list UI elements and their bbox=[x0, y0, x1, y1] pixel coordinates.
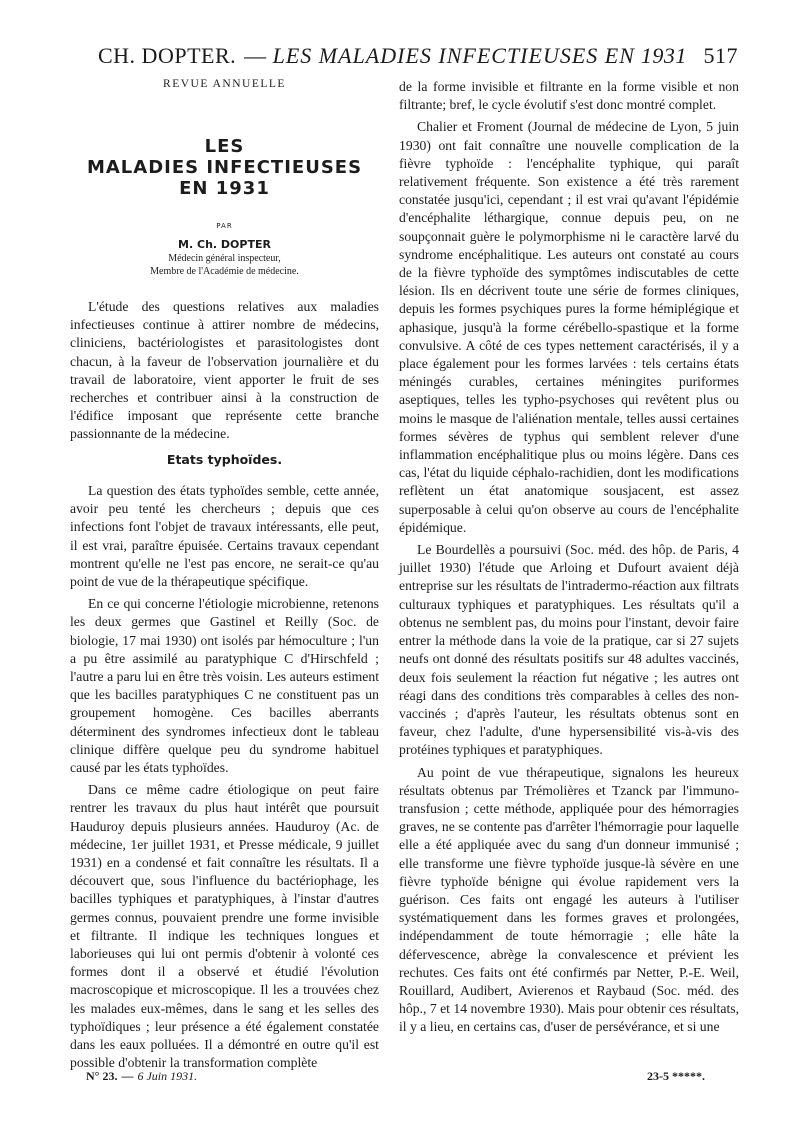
issue-number: N° 23. bbox=[86, 1069, 118, 1083]
footer-issue bbox=[86, 1069, 197, 1084]
header-author: CH. DOPTER. bbox=[98, 43, 237, 68]
header-title: LES MALADIES INFECTIEUSES EN bbox=[272, 43, 635, 68]
author-affiliation: Membre de l'Académie de médecine. bbox=[150, 266, 299, 277]
body-paragraph: La question des états typhoïdes semble, cette année, avoir peu tenté les chercheurs ; depuis que ces infections font l'objet de travaux intéressants, elle peut, il est vrai, paraître épuisée. Certains travaux cependant montrent qu'elle ne l'est pas encore, ne serait-ce qu'au point de vue de la thérapeutique spécifique. bbox=[70, 483, 379, 590]
continued-paragraph: de la forme invisible et filtrante en la forme visible et non filtrante; bref, le cycle évolutif s'est donc montré complet. bbox=[399, 79, 739, 113]
author-byline: M. Ch. DOPTER bbox=[178, 238, 271, 251]
body-paragraph: Chalier et Froment (Journal de médecine de Lyon, 5 juin 1930) ont fait connaître une nouvelle complication de la fièvre typhoïde : l'encéphalite typhique, qui paraît relativement fréquente. Son existence a été très rarement constatée jusqu'ici, cependant ; il est vrai qu'avant l'épidémie d'encéphalite léthargique, connue depuis peu, on ne soupçonnait guère le polymorphisme ni le caractère larvé du syndrome encéphalitique. Les auteurs ont constaté au cours de la fièvre typhoïde des symptômes indiscutables de cette lésion. Ils en décrivent toute une série de formes cliniques, depuis les formes psychiques pures la forme hémiplégique et aphasique, jusqu'à la forme cérébello-spastique et la forme convulsive. A côté de ces types nettement caractérisés, il y a place également pour les formes larvées : tels certains états méningés curables, certaines méningites puriformes aseptiques, telles les typho-psychoses qui revêtent plus ou moins le masque de l'aliénation mentale, telles aussi certaines formes sévères de typhus qui semblent relever d'une inflammation encéphalitique plus ou moins légère. Dans ces cas, l'état du liquide céphalo-rachidien, dont les modifications reflètent un état anatomique sousjacent, est assez superposable à celui qu'on observe au cours de l'encéphalite épidémique. bbox=[399, 119, 739, 535]
article-title-line: LES bbox=[204, 136, 245, 157]
intro-block bbox=[70, 298, 379, 444]
by-label: PAR bbox=[216, 222, 233, 230]
article-title-line: MALADIES INFECTIEUSES bbox=[86, 157, 363, 178]
footer-code: 23-5 *****. bbox=[647, 1069, 705, 1083]
body-paragraph: Au point de vue thérapeutique, signalons les heureux résultats obtenus par Trémolières et Tzanck par l'immuno-transfusion ; cette méthode, appliquée pour des hémorragies graves, ne se contente pas d'arrêter l'hémorragie pour laquelle elle a été appliquée avec du sang d'un donneur immunisé ; elle transforme une fièvre typhoïde jusque-là sévère en une fièvre typhoïde bénigne qui évolue rapidement vers la guérison. Ces faits ont engagé les auteurs à l'utiliser systématiquement dans les formes graves et prolongées, indépendamment de toute hémorragie ; elle hâte la défervescence, abrège la convalescence et prévient les rechutes. Ces faits ont été confirmés par Netter, P.-E. Weil, Rouillard, Audibert, Avierenos et Raybaud (Soc. méd. des hôp., 7 et 14 novembre 1930). Mais pour obtenir ces résultats, il y a lieu, en certains cas, d'user de persévérance, et si une bbox=[399, 764, 739, 1035]
section-heading: Etats typhoïdes. bbox=[166, 452, 283, 467]
page-number: 517 bbox=[703, 43, 738, 68]
body-paragraph: Le Bourdellès a poursuivi (Soc. méd. des hôp. de Paris, 4 juillet 1930) l'étude que Arloing et Dufourt avaient déjà entreprise sur les résultats de l'intradermo-réaction aux filtrats culturaux typhiques et paratyphiques. Les résultats qu'il a obtenus ne semblent pas, du moins pour l'instant, devoir faire entrer la méthode dans la voie de la pratique, car si 27 sujets neufs ont donné des résultats positifs sur 48 adultes vaccinés, deux fois seulement la réaction fut négative ; les autres ont réagi dans des conditions très comparables à celles des non-vaccinés ; d'après l'auteur, les résultats obtenus sont en faveur, chez l'adulte, d'une hypersensibilité vis-à-vis des protéines typhiques et paratyphiques. bbox=[399, 542, 739, 758]
body-paragraph: En ce qui concerne l'étiologie microbienne, retenons les deux germes que Gastinel et Reilly (Soc. de biologie, 17 mai 1930) ont isolés par hémoculture ; l'un a pu être assimilé au paratyphique C d'Hirschfeld ; l'autre a paru lui en être très voisin. Les auteurs estiment que les bacilles paratyphiques C ne constituent pas un groupement homogène. Ces bacilles aberrants déterminent des syndromes infectieux dont le tableau clinique diffère quelque peu du syndrome habituel causé par les états typhoïdes. bbox=[70, 596, 379, 776]
page-header bbox=[98, 43, 738, 77]
header-dash: — bbox=[244, 43, 267, 68]
article-title bbox=[70, 136, 379, 199]
article-title-line: EN 1931 bbox=[179, 178, 270, 199]
issue-date: 6 Juin 1931. bbox=[137, 1069, 198, 1083]
header-year: 1931 bbox=[640, 43, 687, 68]
footer-separator: — bbox=[121, 1069, 134, 1083]
right-column-body bbox=[399, 78, 739, 1037]
body-paragraph: Dans ce même cadre étiologique on peut faire rentrer les travaux du plus haut intérêt que poursuit Hauduroy depuis plusieurs années. Hauduroy (Ac. de médecine, 1er juillet 1931, et Presse médicale, 9 juillet 1931) en a condensé et fait connaître les résultats. Il a découvert que, sous l'influence du bactériophage, les bacilles typhiques et paratyphiques, à l'instar d'autres germes connus, pouvaient prendre une forme invisible et filtrante. Il indique les techniques longues et laborieuses qui lui ont permis d'obtenir à volonté ces formes dont il a observé et étudié l'évolution macroscopique et microscopique. Il les a trouvées chez les malades eux-mêmes, dans le sang et les selles des typhoïdiques ; leur présence a été également constatée dans les eaux polluées. Il a démontré en outre qu'il est possible d'obtenir la transformation complète bbox=[70, 782, 379, 1071]
left-column-body bbox=[70, 482, 379, 1073]
author-affiliation: Médecin général inspecteur, bbox=[168, 253, 281, 264]
running-head: REVUE ANNUELLE bbox=[163, 78, 286, 90]
intro-paragraph: L'étude des questions relatives aux maladies infectieuses continue à attirer nombre de médecins, cliniciens, bactériologistes et parasitologistes dont chacun, à la faveur de l'observation journalière et du travail de laboratoire, vient apporter le fruit de ses recherches et contribuer ainsi à la construction de l'édifice imposant que représente cette branche passionnante de la médecine. bbox=[70, 299, 379, 442]
